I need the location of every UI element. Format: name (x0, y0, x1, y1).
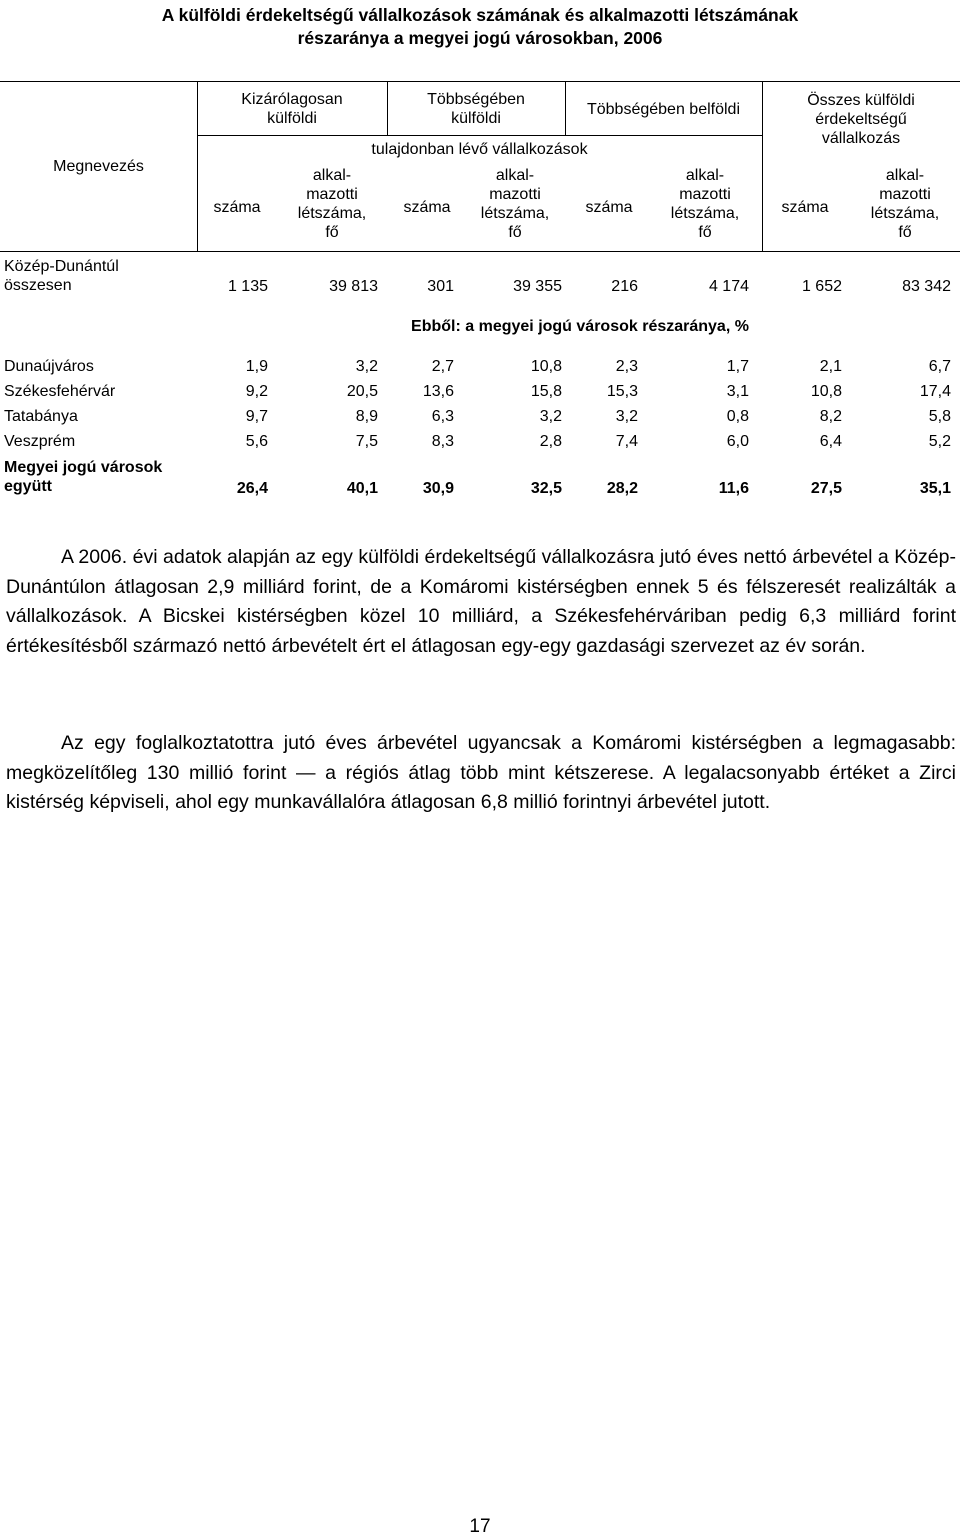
title-line-1: A külföldi érdekeltségű vállalkozások számának és alkalmazotti létszámának (161, 5, 799, 25)
table-cell: 8,3 (431, 433, 454, 450)
together-cell: 40,1 (346, 480, 378, 497)
table-top-rule (0, 81, 960, 82)
total-cell: 39 355 (513, 278, 562, 295)
subheading: Ebből: a megyei jogú városok részaránya, % (411, 318, 749, 335)
title-line-2: részaránya a megyei jogú városokban, 2006 (297, 28, 663, 48)
table-cell: 5,2 (928, 433, 951, 450)
header-megnevezes: Megnevezés (53, 158, 144, 175)
total-cell: 39 813 (329, 278, 378, 295)
total-cell: 301 (427, 278, 454, 295)
table-cell: 20,5 (346, 383, 378, 400)
page-number: 17 (469, 1516, 491, 1537)
paragraph-2: Az egy foglalkoztatottra jutó éves árbevétel ugyancsak a Komáromi kistérségben a legmagasabb: megközelítőleg 130 millió forint — a régiós átlag több mint kétszerese. A legalacsonyabb értéket a Zirci kistérség képviseli, ahol egy munkavállalóra átlagosan 6,8 millió forintnyi árbevétel jutott. (6, 732, 956, 813)
table-cell: 3,1 (726, 383, 749, 400)
tulajdonban-rule (197, 135, 762, 136)
table-cell: 3,2 (615, 408, 638, 425)
together-row-label: Megyei jogú városok együtt (4, 459, 163, 495)
row-label: Székesfehérvár (4, 383, 116, 400)
total-cell: 4 174 (708, 278, 749, 295)
table-cell: 9,7 (245, 408, 268, 425)
table-cell: 10,8 (810, 383, 842, 400)
table-cell: 0,8 (726, 408, 749, 425)
table-cell: 15,8 (530, 383, 562, 400)
header-tobbseg-kulfoldi: Többségében külföldi (427, 91, 525, 127)
together-cell: 26,4 (236, 480, 268, 497)
table-cell: 17,4 (919, 383, 951, 400)
row-label: Dunaújváros (4, 358, 94, 375)
table-cell: 1,9 (245, 358, 268, 375)
total-row-label: Közép-Dunántúl összesen (4, 258, 119, 294)
table-cell: 6,4 (819, 433, 842, 450)
total-cell: 83 342 (902, 278, 951, 295)
header-osszes: Összes külföldi érdekeltségű vállalkozás (807, 92, 915, 147)
table-cell: 7,4 (615, 433, 638, 450)
table-cell: 1,7 (726, 358, 749, 375)
header-alkalmazotti-2: alkal- mazotti létszáma, fő (480, 167, 550, 241)
together-cell: 11,6 (718, 480, 749, 497)
table-cell: 7,5 (355, 433, 378, 450)
table-cell: 13,6 (422, 383, 454, 400)
table-cell: 2,8 (539, 433, 562, 450)
table-cell: 5,6 (245, 433, 268, 450)
together-cell: 27,5 (810, 480, 842, 497)
together-cell: 35,1 (919, 480, 951, 497)
paragraph-1: A 2006. évi adatok alapján az egy külföldi érdekeltségű vállalkozásra jutó éves nettó árbevétel a Közép-Dunántúlon átlagosan 2,9 milliárd forint, de a Komáromi kistérségben ennek 5 és félszeresét realizálták a vállalkozások. A Bicskei kistérségben közel 10 milliárd, a Székesfehérváriban pedig 6,3 milliárd forint értékesítésből származó nettó árbevételt ért el átlagosan egy-egy gazdasági szervezet az év során. (6, 546, 956, 657)
row-label: Tatabánya (4, 408, 78, 425)
header-alkalmazotti-3: alkal- mazotti létszáma, fő (670, 167, 740, 241)
table-cell: 10,8 (530, 358, 562, 375)
header-szama-3: száma (585, 199, 633, 216)
total-cell: 1 135 (227, 278, 268, 295)
table-title (0, 4, 960, 50)
table-cell: 6,7 (928, 358, 951, 375)
header-bottom-rule (0, 251, 960, 252)
table-cell: 8,2 (819, 408, 842, 425)
header-szama-1: száma (213, 199, 261, 216)
table-cell: 15,3 (606, 383, 638, 400)
table-cell: 9,2 (245, 383, 268, 400)
total-cell: 216 (611, 278, 638, 295)
table-cell: 6,3 (431, 408, 454, 425)
table-cell: 5,8 (928, 408, 951, 425)
header-szama-4: száma (781, 199, 829, 216)
total-cell: 1 652 (801, 278, 842, 295)
table-cell: 2,1 (819, 358, 842, 375)
table-cell: 3,2 (539, 408, 562, 425)
together-cell: 28,2 (606, 480, 638, 497)
row-label: Veszprém (4, 433, 76, 450)
header-szama-2: száma (403, 199, 451, 216)
table-cell: 8,9 (355, 408, 378, 425)
header-alkalmazotti-4: alkal- mazotti létszáma, fő (870, 167, 940, 241)
header-tobbseg-belfoldi: Többségében belföldi (586, 101, 740, 118)
header-tulajdonban: tulajdonban lévő vállalkozások (371, 141, 588, 158)
together-cell: 30,9 (422, 480, 454, 497)
together-cell: 32,5 (530, 480, 562, 497)
table-cell: 2,3 (615, 358, 638, 375)
table-cell: 2,7 (431, 358, 454, 375)
header-kizarolag: Kizárólagosan külföldi (241, 91, 343, 127)
table-cell: 3,2 (355, 358, 378, 375)
table-cell: 6,0 (726, 433, 749, 450)
header-alkalmazotti-1: alkal- mazotti létszáma, fő (297, 167, 367, 241)
